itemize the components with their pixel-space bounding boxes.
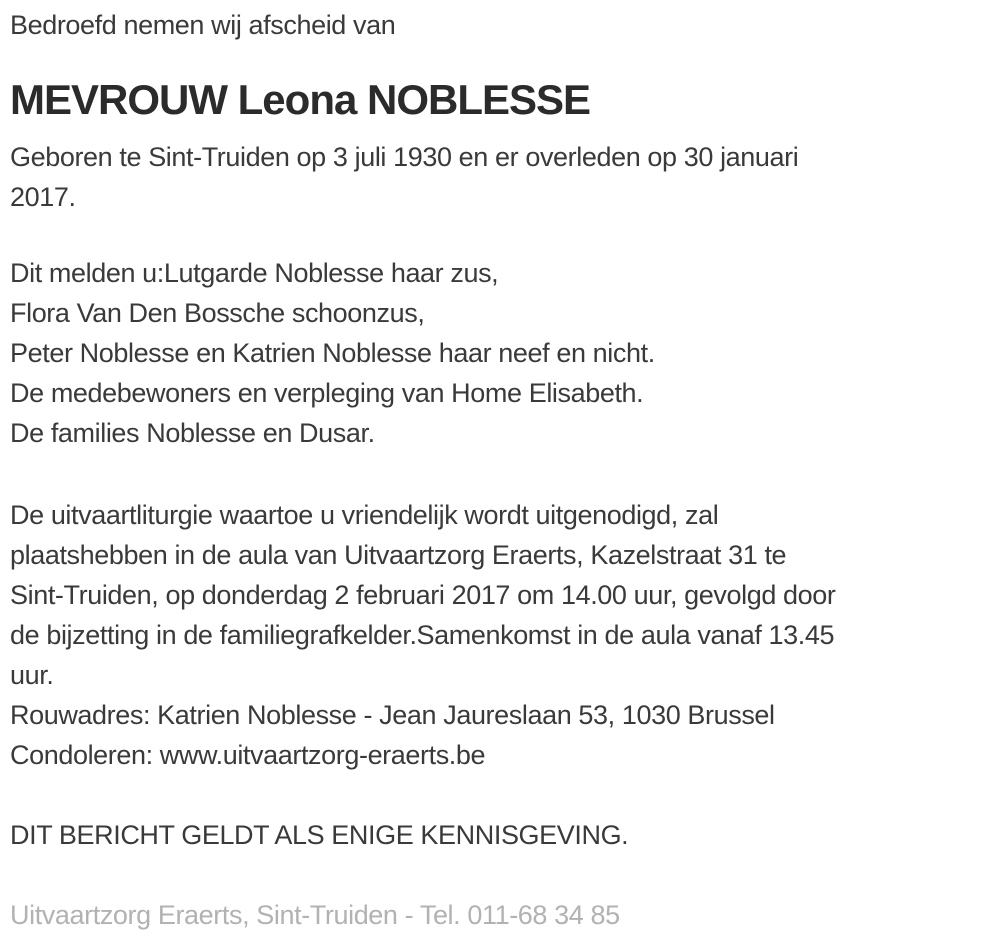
text-line: Condoleren: www.uitvaartzorg-eraerts.be	[10, 740, 486, 770]
text-line: De medebewoners en verpleging van Home Elisabeth.	[10, 378, 644, 408]
deceased-name-title: MEVROUW Leona NOBLESSE	[10, 76, 591, 123]
text-line: De uitvaartliturgie waartoe u vriendelijk wordt uitgenodigd, zal	[10, 500, 719, 530]
ceremony-paragraph	[10, 495, 988, 775]
text-line: uur.	[10, 660, 54, 690]
notice-line: DIT BERICHT GELDT ALS ENIGE KENNISGEVING.	[10, 820, 629, 850]
text-line: Sint-Truiden, op donderdag 2 februari 2017 om 14.00 uur, gevolgd door	[10, 580, 836, 610]
text-line: Dit melden u:Lutgarde Noblesse haar zus,	[10, 258, 499, 288]
text-line: De families Noblesse en Dusar.	[10, 418, 375, 448]
announcers-paragraph	[10, 253, 988, 453]
text-line: Flora Van Den Bossche schoonzus,	[10, 298, 425, 328]
text-line: 2017.	[10, 182, 76, 212]
text-line: de bijzetting in de familiegrafkelder.Samenkomst in de aula vanaf 13.45	[10, 620, 835, 650]
text-line: Rouwadres: Katrien Noblesse - Jean Jaureslaan 53, 1030 Brussel	[10, 700, 775, 730]
footer-line: Uitvaartzorg Eraerts, Sint-Truiden - Tel. 011-68 34 85	[10, 900, 620, 930]
text-line: plaatshebben in de aula van Uitvaartzorg Eraerts, Kazelstraat 31 te	[10, 540, 787, 570]
text-line: Peter Noblesse en Katrien Noblesse haar neef en nicht.	[10, 338, 655, 368]
intro-line: Bedroefd nemen wij afscheid van	[10, 10, 396, 40]
text-line: Geboren te Sint-Truiden op 3 juli 1930 en er overleden op 30 januari	[10, 142, 799, 172]
birth-death-paragraph	[10, 137, 988, 217]
